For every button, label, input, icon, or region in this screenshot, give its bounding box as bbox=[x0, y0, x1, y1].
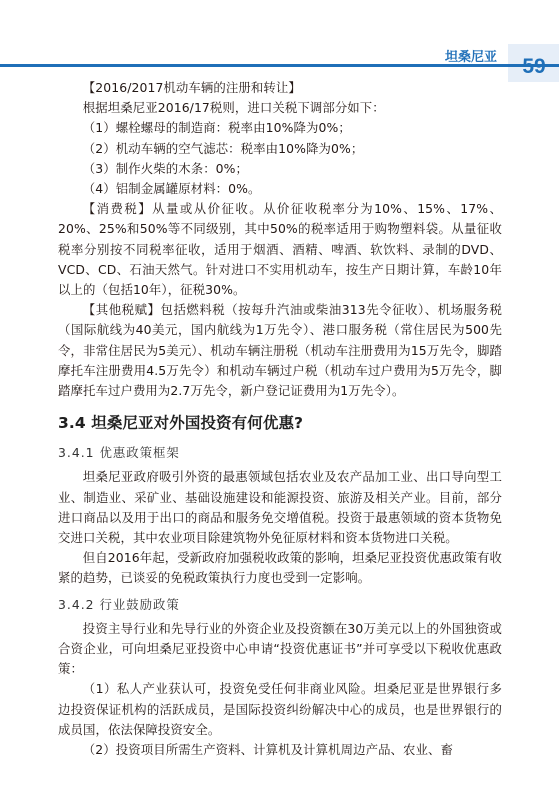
paragraph-tariff-intro: 根据坦桑尼亚2016/17税则，进口关税下调部分如下： bbox=[82, 100, 385, 116]
page-number: 59 bbox=[522, 55, 546, 78]
paragraph-excise-tax: 【消费税】从量或从价征收。从价征收税率分为10%、15%、17%、20%、25%和50%等不同级别，其中50%的税率适用于购物塑料袋。从量征收税率分别按不同税率征收，适用于烟酒、酒精、啤酒、软饮料、录制的DVD、VCD、CD、石油天然气。针对进口不实用机动车，按生产日期计算，车龄10年以上的（包括10年），征税30%。 bbox=[58, 201, 502, 298]
list-item: （1）螺栓螺母的制造商：税率由10%降为0%； bbox=[82, 120, 351, 136]
paragraph-incentive-intro: 投资主导行业和先导行业的外资企业及投资额在30万美元以上的外国独资或合资企业，可向坦桑尼亚投资中心申请“投资优惠证书”并可享受以下税收优惠政策： bbox=[58, 620, 502, 677]
list-item: （1）私人产业获认可，投资免受任何非商业风险。坦桑尼亚是世界银行多边投资保证机构的活跃成员，是国际投资纠纷解决中心的成员，也是世界银行的成员国，依法保障投资安全。 bbox=[58, 681, 502, 737]
subsection-heading: 3.4.1 优惠政策框架 bbox=[58, 445, 180, 461]
paragraph-other-taxes: 【其他税赋】包括燃料税（按每升汽油或柴油313先令征收）、机场服务税（国际航线为40美元，国内航线为1万先令）、港口服务税（常住居民为500先令，非常住居民为5美元）、机动车辆注册税（机动车注册费用为15万先令，脚踏摩托车注册费用4.5万先令）和机动车辆过户税（机动车过户费用为5万先令，脚踏摩托车过户费用为2.7万先令，新户登记证费用为1万先令）。 bbox=[58, 302, 502, 399]
paragraph-registration-heading: 【2016/2017机动车辆的注册和转让】 bbox=[82, 80, 301, 95]
subsection-heading: 3.4.2 行业鼓励政策 bbox=[58, 596, 180, 612]
paragraph-policy-framework: 坦桑尼亚政府吸引外资的最惠领域包括农业及农产品加工业、出口导向型工业、制造业、采矿业、基础设施建设和能源投资、旅游及相关产业。目前，部分进口商品以及用于出口的商品和服务免交增值税。投资于最惠领域的资本货物免交进口关税，其中农业项目除建筑物外免征原材料和资本货物进口关税。 bbox=[58, 469, 502, 546]
list-item: （4）铝制金属罐原材料：0%。 bbox=[82, 181, 261, 197]
list-item: （2）机动车辆的空气滤芯：税率由10%降为0%； bbox=[82, 140, 364, 156]
list-item: （3）制作火柴的木条：0%； bbox=[82, 160, 249, 176]
header-country: 坦桑尼亚 bbox=[444, 50, 497, 65]
body-text bbox=[58, 78, 502, 760]
paragraph-policy-tightening: 但自2016年起，受新政府加强税收政策的影响，坦桑尼亚投资优惠政策有收紧的趋势，已谈妥的免税政策执行力度也受到一定影响。 bbox=[58, 550, 502, 586]
list-item: （2）投资项目所需生产资料、计算机及计算机周边产品、农业、畜 bbox=[82, 742, 454, 758]
section-heading: 3.4 坦桑尼亚对外国投资有何优惠? bbox=[58, 414, 304, 433]
